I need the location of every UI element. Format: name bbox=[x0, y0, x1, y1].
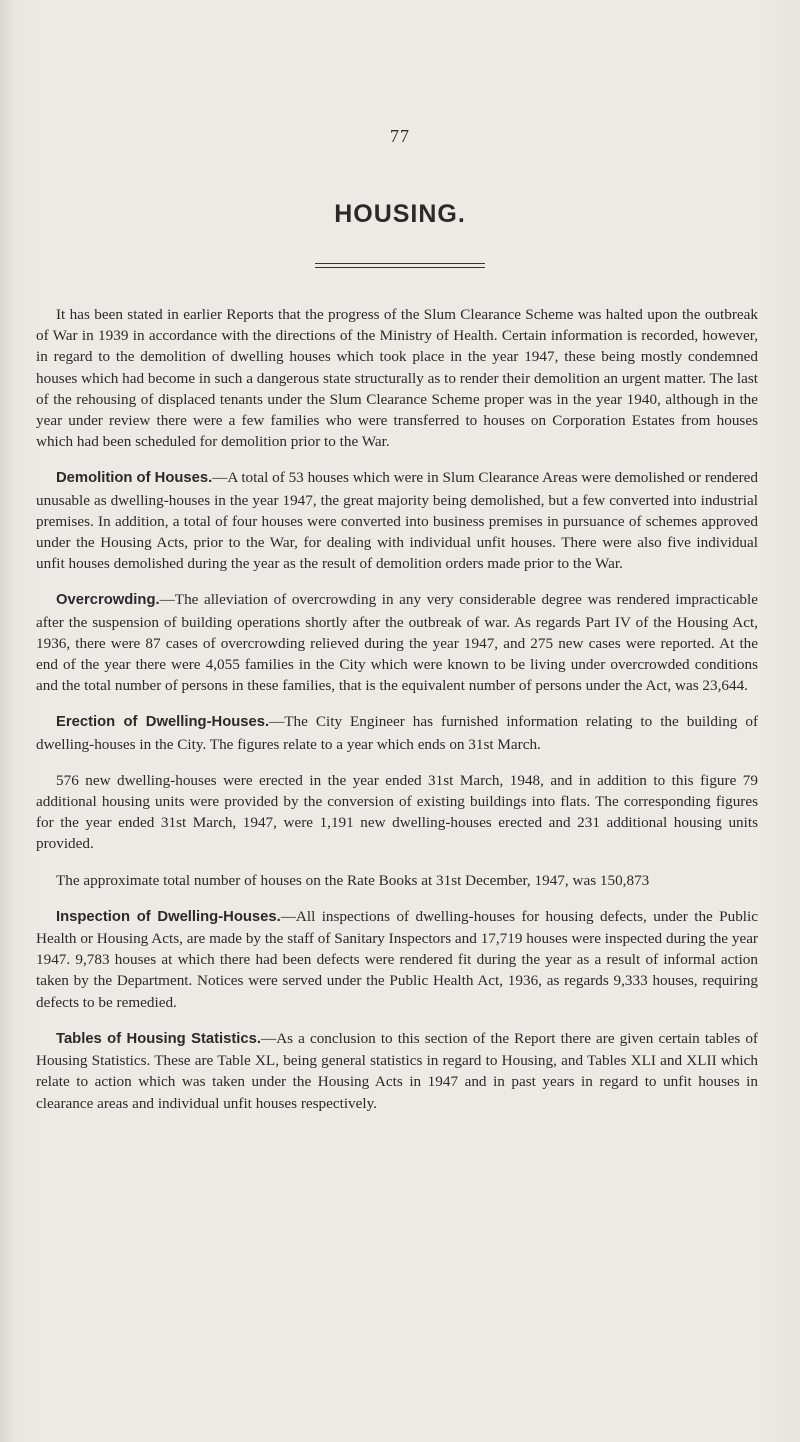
body-text bbox=[36, 304, 758, 1129]
paragraph-text: —The alleviation of overcrowding in any very considerable degree was rendered impracticable after the suspension of building operations shortly after the outbreak of war. As regards Part IV of the Housing Act, 1936, there were 87 cases of overcrowding relieved during the year 1947, and 275 new cases were reported. At the end of the year there were 4,055 families in the City which were known to be living under overcrowded conditions and the total number of persons in these families, that is the equivalent number of persons under the Act, was 23,644. bbox=[36, 591, 758, 695]
section-heading: Tables of Housing Statistics. bbox=[56, 1030, 261, 1047]
section-heading: Overcrowding. bbox=[56, 592, 160, 609]
page-title: HOUSING. bbox=[334, 200, 466, 228]
paragraph-text: —The City Engineer has furnished information relating to the building of dwelling-houses in the City. The figures relate to a year which ends on 31st March. bbox=[36, 713, 759, 753]
paragraph-text: 576 new dwelling-houses were erected in the year ended 31st March, 1948, and in addition to this figure 79 additional housing units were provided by the conversion of existing buildings into flats. The corresponding figures for the year ended 31st March, 1947, were 1,191 new dwelling-houses erected and 231 additional housing units provided. bbox=[36, 771, 758, 853]
paragraph-text: —All inspections of dwelling-houses for housing defects, under the Public Health or Housing Acts, are made by the staff of Sanitary Inspectors and 17,719 houses were inspected during the year 1947. 9,783 houses at which there had been defects were rendered fit during the year as a result of informal action taken by the Department. Notices were served under the Public Health Act, 1936, as regards 9,333 houses, requiring defects to be remedied. bbox=[36, 907, 758, 1011]
paragraph-demolition bbox=[36, 467, 758, 574]
paragraph-tables bbox=[36, 1028, 758, 1114]
paragraph-inspection bbox=[36, 906, 758, 1013]
paragraph-text: It has been stated in earlier Reports that the progress of the Slum Clearance Scheme was halted upon the outbreak of War in 1939 in accordance with the directions of the Ministry of Health. Certain information is recorded, however, in regard to the demolition of dwelling houses which took place in the year 1947, these being mostly condemned houses which had become in such a dangerous state structurally as to render their demolition an urgent matter. The last of the rehousing of displaced tenants under the Slum Clearance Scheme proper was in the year 1940, although in the year under review there were a few families who were transferred to houses on Corporation Estates from houses which had been scheduled for demolition prior to the War. bbox=[36, 306, 758, 451]
paragraph-text: —As a conclusion to this section of the Report there are given certain tables of Housing Statistics. These are Table XL, being general statistics in regard to Housing, and Tables XLI and XLII which relate to action which was taken under the Housing Acts in 1947 and in past years in regard to unfit houses in clearance areas and individual unfit houses respectively. bbox=[36, 1029, 758, 1112]
paragraph-text: The approximate total number of houses on the Rate Books at 31st December, 1947, was 150,873 bbox=[56, 871, 650, 889]
paragraph-new-dwellings bbox=[36, 770, 758, 855]
section-heading: Erection of Dwelling-Houses. bbox=[56, 714, 270, 731]
page-number: 77 bbox=[390, 126, 410, 146]
paragraph-overcrowding bbox=[36, 589, 758, 696]
section-heading: Demolition of Houses. bbox=[56, 470, 213, 487]
paragraph-intro bbox=[36, 304, 758, 452]
section-heading: Inspection of Dwelling-Houses. bbox=[56, 908, 281, 925]
paragraph-rate-books bbox=[36, 870, 758, 891]
title-divider bbox=[315, 263, 485, 268]
paragraph-erection bbox=[36, 711, 758, 754]
paragraph-text: —A total of 53 houses which were in Slum Clearance Areas were demolished or rendered unusable as dwelling-houses in the year 1947, the great majority being demolished, but a few converted into industrial premises. In addition, a total of four houses were converted into business premises in pursuance of schemes approved under the Housing Acts, prior to the War, for dealing with individual unfit houses. There were also five individual unfit houses demolished during the year as the result of demolition orders made prior to the War. bbox=[36, 469, 758, 573]
